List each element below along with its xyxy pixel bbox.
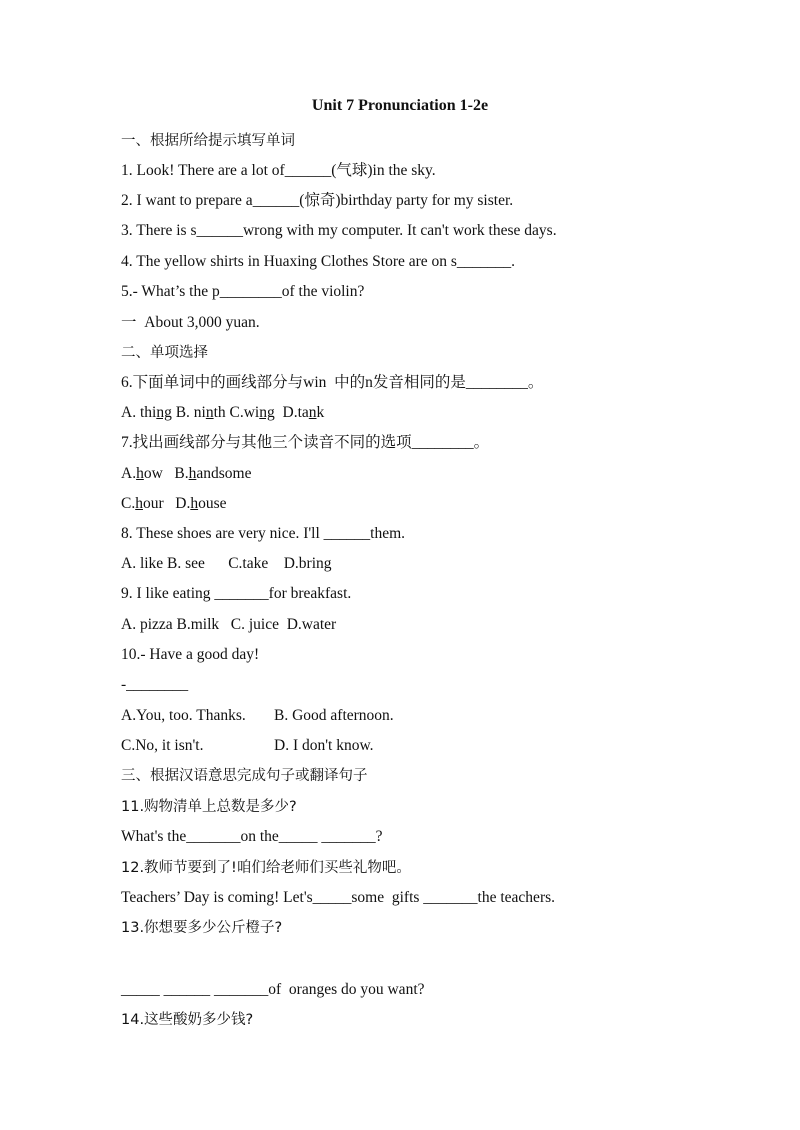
option-text: ow B. — [143, 465, 189, 482]
underlined-letters: n — [308, 404, 317, 421]
question-11-chinese: 11.购物清单上总数是多少? — [121, 799, 297, 815]
question-4: 4. The yellow shirts in Huaxing Clothes Store are on s_______. — [121, 253, 516, 270]
option-a: A.You, too. Thanks. — [121, 707, 246, 724]
question-7-options-line2 — [121, 494, 227, 514]
option-text: k — [316, 404, 325, 421]
section2-heading: 二、单项选择 — [121, 345, 208, 361]
question-11-english: What's the_______on the_____ _______? — [121, 828, 383, 845]
option-d: D. I don't know. — [274, 737, 374, 754]
page-title: Unit 7 Pronunciation 1-2e — [311, 97, 489, 114]
option-text: ouse — [198, 495, 227, 512]
underlined-letters: h — [190, 495, 199, 512]
question-10-options-line2 — [121, 736, 581, 756]
underlined-letters: h — [135, 495, 143, 512]
option-text: D.ta — [274, 404, 309, 421]
underlined-letters: n — [205, 404, 214, 421]
question-10-blank: -________ — [121, 676, 189, 693]
question-13-chinese: 13.你想要多少公斤橙子? — [121, 920, 283, 936]
option-text: B. ni — [171, 404, 206, 421]
option-text: th C.wi — [213, 404, 260, 421]
question-9-options: A. pizza B.milk C. juice D.water — [121, 616, 337, 633]
question-1: 1. Look! There are a lot of______(气球)in the sky. — [121, 162, 436, 179]
question-6-options — [121, 403, 324, 423]
option-text: andsome — [196, 465, 252, 482]
question-8: 8. These shoes are very nice. I'll ______them. — [121, 525, 406, 542]
option-c: C.No, it isn't. — [121, 737, 204, 754]
question-8-options: A. like B. see C.take D.bring — [121, 555, 332, 572]
question-5: 5.- What’s the p________of the violin? — [121, 283, 365, 300]
underlined-letters: ng — [259, 404, 275, 421]
question-14-chinese: 14.这些酸奶多少钱? — [121, 1012, 254, 1028]
section1-heading: 一、根据所给提示填写单词 — [121, 133, 295, 149]
question-9: 9. I like eating _______for breakfast. — [121, 585, 352, 602]
question-3: 3. There is s______wrong with my computer. It can't work these days. — [121, 222, 557, 239]
question-13-english: _____ ______ _______of oranges do you want? — [121, 981, 425, 998]
question-6: 6.下面单词中的画线部分与win 中的n发音相同的是________。 — [121, 374, 544, 391]
option-text: our D. — [142, 495, 191, 512]
question-5-answer: 一 About 3,000 yuan. — [121, 314, 260, 331]
question-12-english: Teachers’ Day is coming! Let's_____some gifts _______the teachers. — [121, 889, 556, 906]
option-b: B. Good afternoon. — [274, 707, 394, 724]
question-7: 7.找出画线部分与其他三个读音不同的选项________。 — [121, 434, 490, 451]
question-12-chinese: 12.教师节要到了!咱们给老师们买些礼物吧。 — [121, 860, 411, 876]
underlined-letters: h — [136, 465, 144, 482]
question-2: 2. I want to prepare a______(惊奇)birthday party for my sister. — [121, 192, 514, 209]
question-7-options-line1 — [121, 464, 251, 484]
option-text: A. thi — [121, 404, 157, 421]
section3-heading: 三、根据汉语意思完成句子或翻译句子 — [121, 768, 368, 784]
underlined-letters: h — [188, 465, 197, 482]
option-text: A. — [121, 465, 137, 482]
option-text: C. — [121, 495, 136, 512]
question-10-options-line1 — [121, 706, 581, 726]
question-10: 10.- Have a good day! — [121, 646, 260, 663]
underlined-letters: ng — [156, 404, 172, 421]
